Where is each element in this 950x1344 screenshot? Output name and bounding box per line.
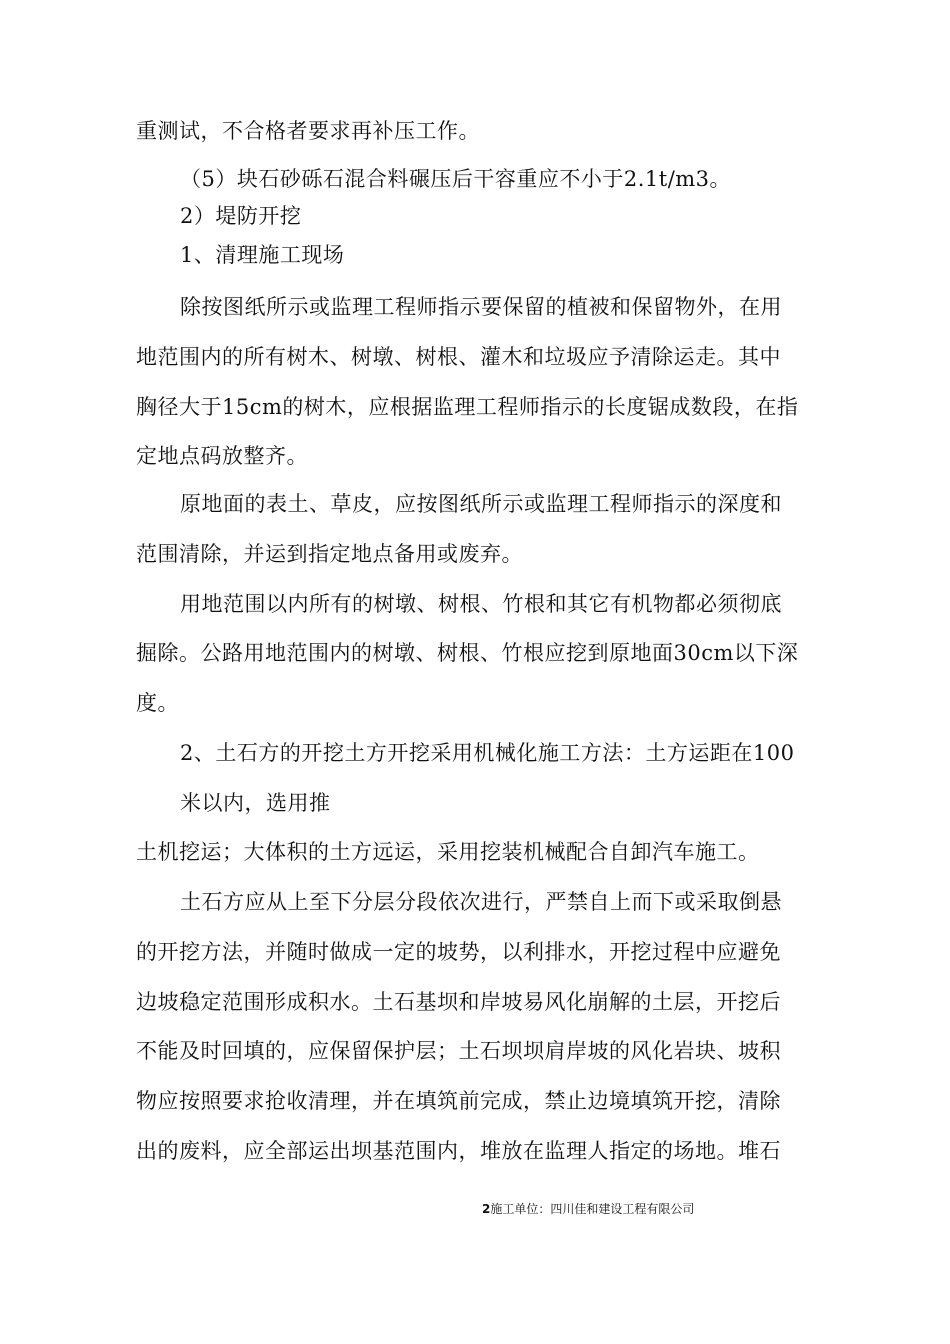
page-number: 2 — [482, 1202, 491, 1216]
text-line: 原地面的表土、草皮，应按图纸所示或监理工程师指示的深度和 — [180, 492, 782, 516]
text-line: 用地范围以内所有的树墩、树根、竹根和其它有机物都必须彻底 — [180, 592, 782, 616]
text-line: 度。 — [136, 691, 179, 715]
text-line: 除按图纸所示或监理工程师指示要保留的植被和保留物外，在用 — [180, 295, 782, 319]
text-line: 掘除。公路用地范围内的树墩、树根、竹根应挖到原地面30cm以下深 — [136, 641, 799, 665]
text-line: 2、土石方的开挖土方开挖采用机械化施工方法：土方运距在100 — [180, 741, 795, 765]
text-line: 米以内，选用推 — [180, 791, 331, 815]
text-line: 地范围内的所有树木、树墩、树根、灌木和垃圾应予清除运走。其中 — [136, 345, 781, 369]
subsection-heading: 1、清理施工现场 — [180, 243, 345, 267]
text-line: 胸径大于15cm的树木，应根据监理工程师指示的长度锯成数段，在指 — [136, 395, 799, 419]
text-line: 不能及时回填的，应保留保护层；土石坝坝肩岸坡的风化岩块、坡积 — [136, 1039, 781, 1063]
text-line: 定地点码放整齐。 — [136, 444, 308, 468]
footer-company: 施工单位：四川佳和建设工程有限公司 — [490, 1202, 695, 1216]
text-line: 边坡稳定范围形成积水。土石基坝和岸坡易风化崩解的土层，开挖后 — [136, 990, 781, 1014]
text-line: 出的废料，应全部运出坝基范围内，堆放在监理人指定的场地。堆石 — [136, 1139, 781, 1163]
text-line: 范围清除，并运到指定地点备用或废弃。 — [136, 542, 523, 566]
text-line: 重测试，不合格者要求再补压工作。 — [136, 119, 480, 143]
text-line: （5）块石砂砾石混合料碾压后干容重应不小于2.1t/m3。 — [180, 167, 732, 191]
text-line: 土机挖运；大体积的土方远运，采用挖装机械配合自卸汽车施工。 — [136, 840, 760, 864]
text-line: 的开挖方法，并随时做成一定的坡势，以利排水，开挖过程中应避免 — [136, 940, 781, 964]
text-line: 土石方应从上至下分层分段依次进行，严禁自上而下或采取倒悬 — [180, 890, 782, 914]
page-footer — [482, 1200, 694, 1218]
text-line: 物应按照要求抢收清理，并在填筑前完成，禁止边境填筑开挖，清除 — [136, 1089, 781, 1113]
section-heading: 2）堤防开挖 — [180, 204, 302, 228]
